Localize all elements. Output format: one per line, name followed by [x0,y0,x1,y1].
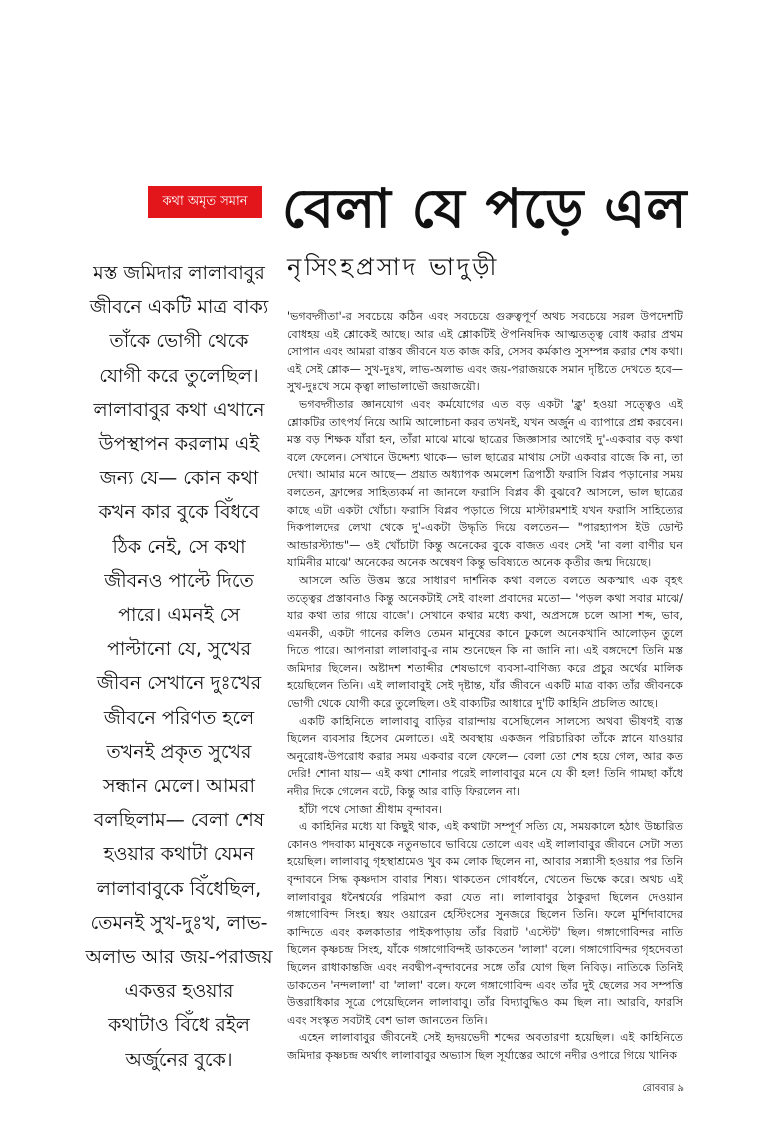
body-paragraph: একটি কাহিনিতে লালাবাবু বাড়ির বারান্দায় বসেছিলেন সালস্যে অথবা ভীষণই ব্যস্ত ছিলেন ব্যবসার হিসেব মেলাতে। এই অবস্থায় একজন পরিচারিকা তাঁকে স্নানে যাওয়ার অনুরোধ-উপরোধ করার সময় একবার বলে ফেলে— বেলা তো শেষ হয়ে গেল, আর কত দেরি! শোনা যায়— এই কথা শোনার পরেই লালাবাবুর মনে যে কী হল! তিনি গামছা কাঁধে নদীর দিকে গেলেন বটে, কিন্তু আর বাড়ি ফিরলেন না। [287,714,683,799]
pull-quote-line: মস্ত জমিদার লালাবাবুর [93,262,265,284]
section-tag: কথা অমৃত সমান [148,186,262,218]
pull-quote-line: বলছিলাম— বেলা শেষ [93,809,265,832]
pull-quote-line: লালাবাবুকে বিঁধেছিল, [96,877,262,900]
pull-quote-line: জীবনও পাল্টে দিতে [104,569,254,592]
pull-quote-line: ঠিক নেই, সে কথা [112,535,246,558]
body-paragraph: এহেন লালাবাবুর জীবনেই সেই হৃদয়ভেদী শব্দের অবতারণা হয়েছিল। এই কাহিনিতে জমিদার কৃষ্ণচন্দ্র অর্থাৎ লালাবাবুর অভ্যাস ছিল সূর্যাস্তের আগে নদীর ওপারে গিয়ে খানিক [287,1031,683,1062]
page-footer: রোববার ৯ [642,1083,684,1094]
pull-quote-line: জীবনে একটি মাত্র বাক্য [89,296,269,319]
pull-quote [84,256,274,1077]
pull-quote-line: লালাবাবুর কথা এখানে [93,398,265,421]
pull-quote-line: হওয়ার কথাটা যেমন [103,843,255,866]
pull-quote-line: যোগী করে তুলেছিল। [99,364,259,387]
body-paragraph: ভগবদ্গীতার জ্ঞানযোগ এবং কর্মযোগের এত বড় একটা 'ক্লু' হওয়া সত্ত্বেও এই শ্লোকটির তাৎপর্য নিয়ে আমি আলোচনা করব তখনই, যখন অর্জুন এ ব্যাপারে প্রশ্ন করবেন। মস্ত বড় শিক্ষক যাঁরা হন, তাঁরা মাঝে মাঝে ছাত্রের জিজ্ঞাসার আগেই দু'-একবার বড় কথা বলে ফেলেন। সেখানে উদ্দেশ্য থাকে— ভাল ছাত্রের মাথায় সেটা একবার বাজে কি না, তা দেখা। আমার মনে আছে— প্রয়াত অধ্যাপক অমলেশ ত্রিপাঠী ফরাসি বিপ্লব পড়ানোর সময় বলতেন, ফ্রান্সের সাহিত্যকর্ম না জানলে ফরাসি বিপ্লব কী বুঝবে? আসলে, ভাল ছাত্রের কাছে এটা একটা খোঁচা। ফরাসি বিপ্লব পড়াতে গিয়ে মাস্টারমশাই যখন ফরাসি সাহিত্যের দিকপালদের লেখা থেকে দু'-একটা উদ্ধৃতি দিয়ে বলতেন— "পারহ্যাপস ইউ ডোন্ট আন্ডারস্ট্যান্ড"— ওই খোঁচাটা কিন্তু অনেকের বুকে বাজত এবং সেই 'না বলা বাণীর ঘন যামিনীর মাঝে' অনেকের অনেক অন্বেষণ কিন্তু ভবিষ্যতে অনেক কৃতীর জন্ম দিয়েছে। [287,397,683,570]
pull-quote-line: জন্য যে— কোন কথা [99,467,259,490]
pull-quote-line: জীবনে পরিণত হলে [103,706,255,729]
pull-quote-line: সন্ধান মেলে। আমরা [102,775,256,798]
body-paragraph: হাঁটা পথে সোজা শ্রীধাম বৃন্দাবন। [299,802,443,816]
pull-quote-line: উপস্থাপন করলাম এই [98,433,260,456]
pull-quote-line: পাল্টানো যে, সুখের [106,638,252,661]
author-byline: নৃসিংহপ্রসাদ ভাদুড়ী [287,253,500,281]
pull-quote-line: অর্জুনের বুকে। [125,1048,233,1071]
pull-quote-line: অলাভ আর জয়-পরাজয় [85,946,273,969]
body-paragraph: আসলে অতি উত্তম স্তরে সাধারণ দার্শনিক কথা বলতে বলতে অকস্মাৎ এক বৃহৎ তত্ত্বের প্রস্তাবনাও কিন্তু অনেকটাই সেই বাংলা প্রবাদের মতো— 'পড়ল কথা সবার মাঝে/ যার কথা তার গায়ে বাজে'। সেখানে কথার মধ্যে কথা, অপ্রসঙ্গে চলে আসা শব্দ, ভাব, এমনকী, একটা গানের কলিও তেমন মানুষের কানে ঢুকলে অনেকখানি আলোড়ন তুলে দিতে পারে। আপনারা লালাবাবু-র নাম শুনেছেন কি না জানি না। এই বঙ্গদেশে তিনি মস্ত জমিদার ছিলেন। অষ্টাদশ শতাব্দীর শেষভাগে ব্যবসা-বাণিজ্য করে প্রচুর অর্থের মালিক হয়েছিলেন তিনি। এই লালাবাবুই সেই দৃষ্টান্ত, যাঁর জীবনে একটি মাত্র বাক্য তাঁর জীবনকে ভোগী থেকে যোগী করে তুলেছিল। ওই বাক্যটির আধারে দু'টি কাহিনি প্রচলিত আছে। [287,573,683,711]
body-paragraph: 'ভগবদ্গীতা'-র সবচেয়ে কঠিন এবং সবচেয়ে গুরুত্বপূর্ণ অথচ সবচেয়ে সরল উপদেশটি বোধহয় এই শ্লোকেই আছে। আর এই শ্লোকটিই ঔপনিষদিক আত্মতত্ত্ব বোধ করার প্রথম সোপান এবং আমরা বাস্তব জীবনে যত কাজ করি, সেসব কর্মকাণ্ড সুসম্পন্ন করার শেষ কথা। এই সেই শ্লোক— সুখ-দুঃখ, লাভ-অলাভ এবং জয়-পরাজয়কে সমান দৃষ্টিতে দেখতে হবে— সুখ-দুঃখে সমে কৃত্বা লাভালাভৌ জয়াজয়ৌ। [287,310,683,394]
pull-quote-line: একত্তর হওয়ার [124,980,234,1003]
pull-quote-line: তখনই প্রকৃত সুখের [106,740,252,763]
pull-quote-line: জীবন সেখানে দুঃখের [96,672,262,695]
article-body [287,308,683,1078]
pull-quote-line: তেমনই সুখ-দুঃখ, লাভ- [90,911,268,934]
pull-quote-line: কথাটাও বিঁধে রইল [108,1014,250,1037]
pull-quote-line: পারে। এমনই সে [118,604,240,627]
body-paragraph: এ কাহিনির মধ্যে যা কিছুই থাক, এই কথাটা সম্পূর্ণ সত্যি যে, সময়কালে হঠাৎ উচ্চারিত কোনও পদবাক্য মানুষকে নতুনভাবে ভাবিয়ে তোলে এবং এই লালাবাবুর জীবনে সেটা সত্য হয়েছিল। লালাবাবু গৃহস্থাশ্রমেও খুব কম লোক ছিলেন না, আবার সন্ন্যাসী হওয়ার পর তিনি বৃন্দাবনে সিদ্ধ কৃষ্ণদাস বাবার শিষ্য। থাকতেন গোবর্ধনে, খেতেন ভিক্ষে করে। অথচ এই লালাবাবুর ধনৈশ্বর্যের পরিমাপ করা যেত না। লালাবাবুর ঠাকুরদা ছিলেন দেওয়ান গঙ্গাগোবিন্দ সিংহ। স্বয়ং ওয়ারেন হেস্টিংসের সুনজরে ছিলেন তিনি। ফলে মুর্শিদাবাদের কান্দিতে এবং কলকাতার পাইকপাড়ায় তাঁর বিরাট 'এস্টেট' ছিল। গঙ্গাগোবিন্দর নাতি ছিলেন কৃষ্ণচন্দ্র সিংহ, যাঁকে গঙ্গাগোবিন্দই ডাকতেন 'লালা' বলে। গঙ্গাগোবিন্দর গৃহদেবতা ছিলেন রাধাকান্তজি এবং নবদ্বীপ-বৃন্দাবনের সঙ্গে তাঁর যোগ ছিল নিবিড়। নাতিকে তিনিই ডাকতেন 'নন্দলালা' বা 'লালা' বলে। ফলে গঙ্গাগোবিন্দ এবং তাঁর দুই ছেলের সব সম্পত্তি উত্তরাধিকার সূত্রে পেয়েছিলেন লালাবাবু। তাঁর বিদ্যাবুদ্ধিও কম ছিল না। আরবি, ফারসি এবং সংস্কৃত সবটাই বেশ ভাল জানতেন তিনি। [287,820,683,1027]
pull-quote-line: তাঁকে ভোগী থেকে [109,330,249,353]
pull-quote-line: কখন কার বুকে বিঁধবে [98,501,260,524]
article-title: বেলা যে পড়ে এল [282,177,688,240]
